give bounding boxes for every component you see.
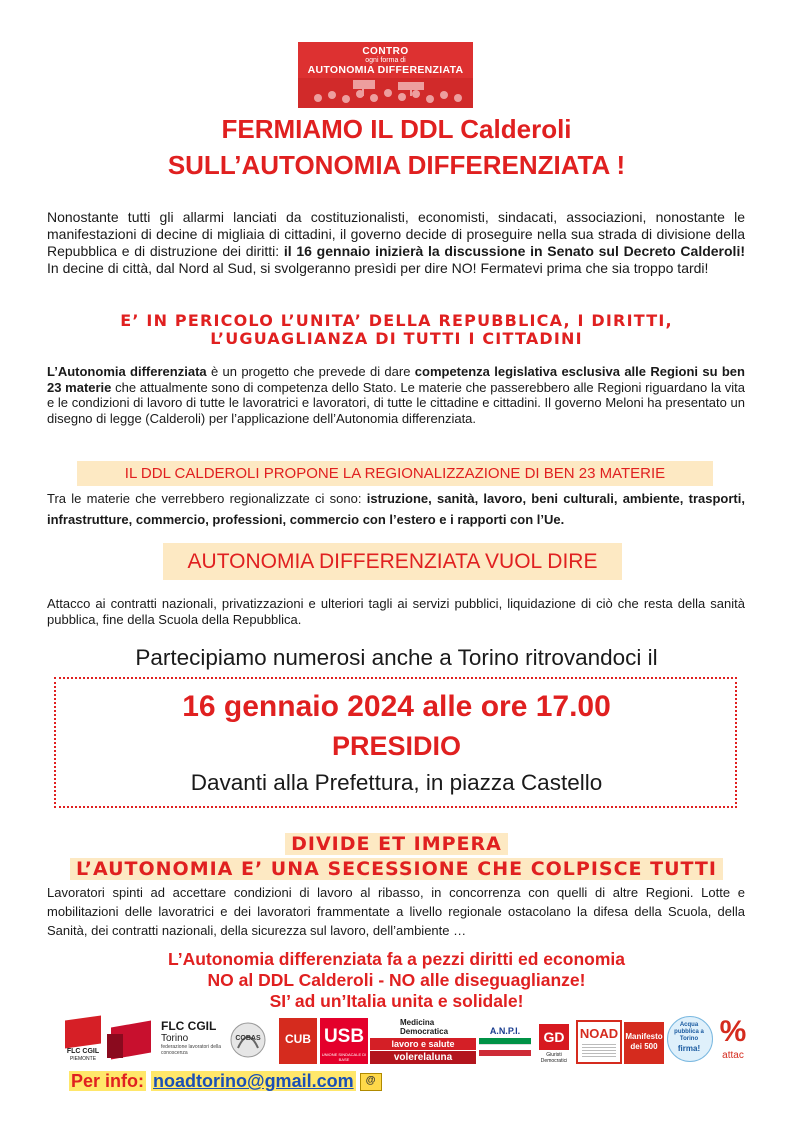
divide-line2: L’AUTONOMIA E’ UNA SECESSIONE CHE COLPISCE TUTTI	[70, 858, 723, 880]
vuol-dire-paragraph: Attacco ai contratti nazionali, privatizzazioni e ulteriori tagli ai servizi pubblici, liquidazione di ciò che resta della sanità pubblica, fine della Scuola della Repubblica.	[47, 596, 745, 627]
banner-line1: CONTRO	[362, 46, 409, 57]
divide-line1: DIVIDE ET IMPERA	[285, 833, 508, 855]
materie-heading: IL DDL CALDEROLI PROPONE LA REGIONALIZZAZIONE DI BEN 23 MATERIE	[77, 461, 713, 486]
banner-line2: ogni forma di	[365, 57, 406, 64]
autonomia-text1: è un progetto che prevede di dare	[206, 364, 415, 379]
autonomia-text2: che attualmente sono di competenza dello Stato. Le materie che passerebbero alle Regioni riguardano la vita e le condizioni di lavoro di tutte le lavoratrici e lavoratori, di tutte le cittadine e cittadini. Il governo Meloni ha presentato un disegno di legge (Calderoli) per l’applicazione dell’Autonomia differenziata.	[47, 379, 745, 426]
usb-name: USB	[323, 1026, 365, 1047]
main-title-line1: FERMIAMO IL DDL Calderoli	[221, 114, 572, 144]
volerelaluna-label: volerelaluna	[370, 1051, 476, 1064]
materie-paragraph	[47, 488, 745, 530]
event-place: Davanti alla Prefettura, in piazza Castello	[190, 770, 603, 795]
pericolo-line2: L’UGUAGLIANZA DI TUTTI I CITTADINI	[210, 329, 583, 348]
lavoro-salute-label: lavoro e salute	[370, 1038, 476, 1050]
giuristi-democratici-logo	[535, 1024, 573, 1064]
divide-paragraph: Lavoratori spinti ad accettare condizioni di lavoro al ribasso, in concorrenza con quelli di altre Regioni. Lotte e mobilitazioni delle lavoratrici e dei lavoratori frammentate a livello regionale ostacolano la difesa della Scuola, della Sanità, dei contratti nazionali, della sicurezza sul lavoro, dell’ambiente …	[47, 885, 745, 938]
acqua-line1: Acqua pubblica a Torino	[674, 1022, 704, 1042]
contact-info	[69, 1069, 382, 1093]
intro-text-end: In decine di città, dal Nord al Sud, si svolgeranno presìdi per dire NO! Fermatevi prima che sia troppo tardi!	[47, 260, 709, 276]
acqua-line2: firma!	[677, 1044, 701, 1053]
event-intro: Partecipiamo numerosi anche a Torino ritrovandoci il	[135, 645, 658, 670]
closing-line1: L’Autonomia differenziata fa a pezzi diritti ed economia	[167, 949, 625, 969]
autonomia-bold2: competenza legislativa esclusiva alle Regioni su ben 23 materie	[47, 364, 745, 395]
contact-email-link[interactable]: noadtorino@gmail.com	[153, 1071, 354, 1091]
cub-name: CUB	[285, 1032, 311, 1046]
cobas-logo	[226, 1020, 270, 1062]
intro-paragraph	[47, 209, 745, 277]
attac-mark: %	[719, 1015, 747, 1048]
envelope-icon: @	[360, 1073, 382, 1091]
flc-cgil-piemonte-logo	[63, 1018, 103, 1064]
flc-cgil-shape-icon	[107, 1020, 155, 1060]
flc-piemonte-sub: PIEMONTE	[69, 1056, 97, 1062]
divide-heading	[0, 832, 793, 882]
vuol-dire-heading: AUTONOMIA DIFFERENZIATA VUOL DIRE	[163, 543, 622, 580]
event-date: 16 gennaio 2024 alle ore 17.00	[182, 690, 611, 723]
giuristi-mark: GD	[539, 1024, 569, 1050]
autonomia-bold1: L’Autonomia differenziata	[47, 364, 207, 379]
closing-line3: SI’ ad un’Italia unita e solidale!	[269, 991, 524, 1011]
main-title-line2: SULL’AUTONOMIA DIFFERENZIATA !	[167, 150, 626, 180]
medicina-democratica-logo	[370, 1018, 476, 1064]
giuristi-name: Giuristi Democratici	[540, 1052, 568, 1064]
intro-text: Nonostante tutti gli allarmi lanciati da costituzionalisti, economisti, sindacati, associazioni, nonostante le manifestazioni di decine di migliaia di cittadini, il governo decide di proseguire nella sua strada di divisione della Repubblica e di distruzione dei diritti:	[47, 209, 745, 259]
materie-intro: Tra le materie che verrebbero regionalizzate ci sono:	[47, 491, 367, 506]
event-type: PRESIDIO	[331, 731, 462, 761]
attac-logo	[716, 1016, 750, 1064]
pericolo-line1: E’ IN PERICOLO L’UNITA’ DELLA REPUBBLICA, I DIRITTI,	[120, 311, 673, 330]
closing-statement	[0, 949, 793, 1012]
flc-piemonte-name: FLC CGIL	[66, 1048, 100, 1055]
anpi-logo	[479, 1024, 531, 1064]
acqua-pubblica-logo	[667, 1016, 711, 1066]
manifesto-500-logo	[624, 1022, 664, 1064]
medicina-line2: Democratica	[400, 1027, 449, 1036]
noad-logo	[576, 1020, 622, 1064]
manifesto-line2: dei 500	[630, 1042, 658, 1051]
usb-subtitle: UNIONE SINDACALE DI BASE	[321, 1052, 367, 1062]
autonomia-paragraph	[47, 364, 745, 426]
pericolo-heading	[0, 312, 793, 348]
flc-torino-city: Torino	[161, 1033, 189, 1044]
medicina-line1: Medicina	[400, 1018, 435, 1027]
anpi-name: A.N.P.I.	[489, 1026, 521, 1036]
campaign-banner	[298, 42, 473, 108]
attac-name: attac	[722, 1050, 744, 1061]
crowd-illustration	[298, 78, 473, 108]
cub-logo	[279, 1018, 317, 1064]
contact-label: Per info:	[71, 1071, 145, 1091]
materie-list: istruzione, sanità, lavoro, beni culturali, ambiente, trasporti, infrastrutture, commercio, professioni, commercio con l’estero e i rapporti con l’Ue.	[47, 491, 745, 527]
intro-bold: il 16 gennaio inizierà la discussione in Senato sul Decreto Calderoli!	[283, 243, 745, 259]
closing-line2: NO al DDL Calderoli - NO alle diseguaglianze!	[207, 970, 586, 990]
cobas-name: COBAS	[235, 1035, 261, 1042]
flc-torino-name: FLC CGIL	[161, 1019, 217, 1033]
manifesto-line1: Manifesto	[625, 1032, 663, 1041]
usb-logo	[320, 1018, 368, 1064]
noad-name: NOAD	[579, 1026, 619, 1041]
flc-torino-sub: federazione lavoratori della conoscenza	[161, 1044, 222, 1056]
banner-line3: AUTONOMIA DIFFERENZIATA	[307, 64, 464, 76]
flc-cgil-torino-logo	[161, 1020, 223, 1062]
